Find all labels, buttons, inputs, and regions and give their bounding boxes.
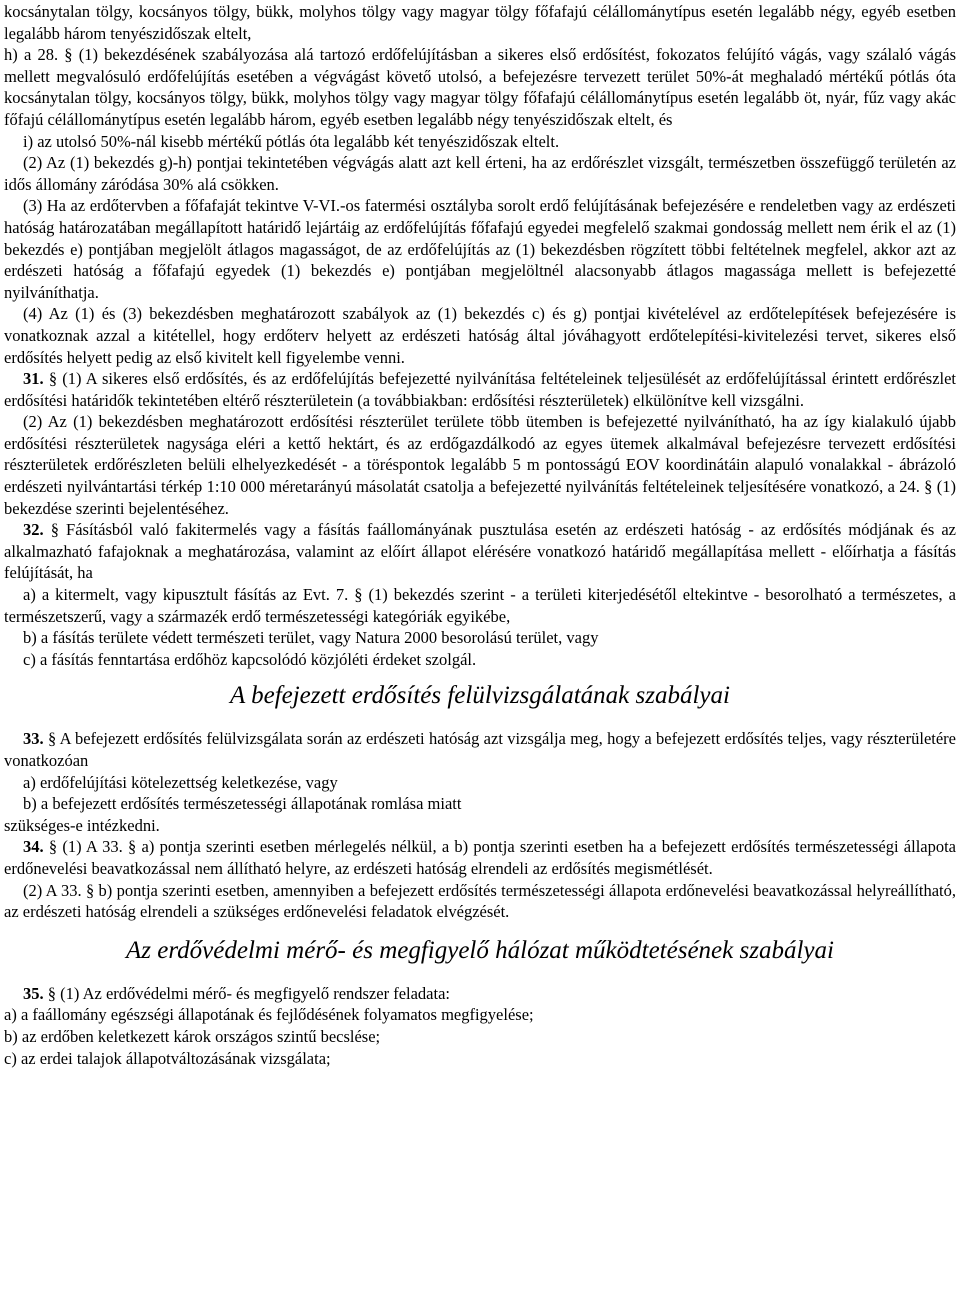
section-text: § (1) Az erdővédelmi mérő- és megfigyelő rendszer feladata:	[47, 983, 450, 1003]
section-number: 35.	[23, 983, 44, 1003]
section-35-point-c: c) az erdei talajok állapotváltozásának vizsgálata;	[4, 1048, 331, 1068]
section-number: 31.	[23, 369, 44, 389]
section-number: 33.	[23, 729, 44, 749]
section-31-paragraph-1	[4, 368, 956, 411]
section-33-point-b: b) a befejezett erdősítés természetességi állapotának romlása miatt	[23, 794, 462, 814]
section-33-tail: szükséges-e intézkedni.	[4, 815, 160, 835]
paragraph-30-2: (2) Az (1) bekezdés g)-h) pontjai tekintetében végvágás alatt azt kell érteni, ha az erdőrészlet vizsgált, természetben összefüggő területén az idős állomány záródása 30% alá csökken.	[4, 153, 956, 194]
section-32-point-c: c) a fásítás fenntartása erdőhöz kapcsolódó közjóléti érdeket szolgál.	[23, 649, 477, 669]
section-text: § (1) A sikeres első erdősítés, és az erdőfelújítás befejezetté nyilvánítása feltételeinek teljesülését az erdőfelújítással érintett erdőrészlet erdősítési határidők tekintetében eltérő részterületein (a továbbiakban: erdősítési részterületek) elkülönítve kell vizsgálni.	[4, 369, 957, 410]
paragraph-point-i: i) az utolsó 50%-nál kisebb mértékű pótlás óta legalább két tenyészidőszak eltelt.	[23, 131, 560, 151]
section-32-paragraph-1	[4, 519, 956, 584]
section-text: § A befejezett erdősítés felülvizsgálata során az erdészeti hatóság azt vizsgálja meg, hogy a befejezett erdősítés teljes, vagy részterületére vonatkozóan	[4, 729, 957, 770]
section-32-point-b: b) a fásítás területe védett természeti terület, vagy Natura 2000 besorolású terület, vagy	[23, 628, 599, 648]
paragraph-point-h: h) a 28. § (1) bekezdésének szabályozása alá tartozó erdőfelújításban a sikeres első erdősítést, fokozatos felújító vágás, vagy szálaló vágás mellett megvalósuló erdőfelújítás esetében a végvágást követő utolsó, a befejezésre tervezett terület 50%-át meghaladó mértékű pótlás óta kocsánytalan tölgy, kocsányos tölgy, bükk, molyhos tölgy vagy magyar tölgy főfafajú célállománytípus esetén legalább öt, nyár, fűz vagy akác főfajú célállománytípus esetén legalább három, egyéb esetben legalább négy tenyészidőszak eltelt, és	[4, 45, 956, 129]
section-35-point-a: a) a faállomány egészségi állapotának és fejlődésének folyamatos megfigyelése;	[4, 1005, 534, 1025]
paragraph-30-3: (3) Ha az erdőtervben a főfafaját tekintve V-VI.-os fatermési osztályba sorolt erdő felújításának befejezésére e rendeletben vagy az erdészeti hatóság határozatában megállapított határidő lejártáig az erdőfelújítás főfafajú egyedei megfelelő szakmai gondosság mellett nem érik el az (1) bekezdés e) pontjában megjelölt átlagos magasságot, de az erdőfelújítás az (1) bekezdésben rögzített többi feltételnek megfelel, akkor azt az erdészeti hatóság a főfafajú egyedek (1) bekezdés e) pontjában megjelöltnél alacsonyabb átlagos magassága mellett is befejezetté nyilváníthatja.	[4, 196, 956, 302]
section-33-point-a: a) erdőfelújítási kötelezettség keletkezése, vagy	[23, 772, 338, 792]
section-number: 32.	[23, 520, 44, 540]
section-34-paragraph-2: (2) A 33. § b) pontja szerinti esetben, amennyiben a befejezett erdősítés természetességi állapota erdőnevelési beavatkozással helyreállítható, az erdészeti hatóság elrendeli a szükséges erdőnevelési feladatok elvégzését.	[4, 880, 956, 922]
section-35-point-b: b) az erdőben keletkezett károk országos szintű becslése;	[4, 1026, 381, 1046]
section-text: § Fásításból való fakitermelés vagy a fásítás faállományának pusztulása esetén az erdészeti hatóság - az erdősítés módjának és az alkalmazható fafajoknak a meghatározása, valamint az előírt állapot elérésére vonatkozó határidő megállapítása mellett - előírhatja a fásítás felújítását, ha	[4, 520, 956, 583]
section-31-paragraph-2: (2) Az (1) bekezdésben meghatározott erdősítési részterület területe több ütemben is befejezetté nyilvánítható, ha az így kialakuló újabb erdősítési részterületek nagysága eléri a kettő hektárt, és az erdőgazdálkodó az egyes ütemek alkalmával befejezésre tervezett erdősítési részterületek erdőrészleten belüli elhelyezkedését - a töréspontok legalább 5 m pontosságú EOV koordinátáin alapuló vonalakkal - ábrázoló erdészeti nyilvántartási térkép 1:10 000 méretarányú másolatát csatolja a befejezetté nyilvánítás feltételeinek teljesítésére vonatkozó, a 24. § (1) bekezdése szerinti bejelentéséhez.	[4, 412, 956, 518]
section-heading: Az erdővédelmi mérő- és megfigyelő hálózat működtetésének szabályai	[126, 936, 834, 964]
section-32-point-a: a) a kitermelt, vagy kipusztult fásítás az Evt. 7. § (1) bekezdés szerint - a területi kiterjedésétől eltekintve - besorolható a természetes, a természetszerű, vagy a származék erdő természetességi kategóriák egyikébe,	[4, 585, 956, 626]
section-35-paragraph-1	[4, 983, 956, 1005]
paragraph-continuation: kocsánytalan tölgy, kocsányos tölgy, bükk, molyhos tölgy vagy magyar tölgy főfafajú célállománytípus esetén legalább négy, egyéb esetben legalább három tenyészidőszak eltelt,	[4, 2, 956, 43]
section-heading: A befejezett erdősítés felülvizsgálatának szabályai	[230, 682, 730, 710]
section-text: § (1) A 33. § a) pontja szerinti esetben mérlegelés nélkül, a b) pontja szerinti esetben ha a befejezett erdősítés természetességi állapota erdőnevelési beavatkozással nem állítható helyre, az erdészeti hatóság elrendeli az erdősítés megismétlését.	[4, 837, 957, 878]
section-number: 34.	[23, 837, 44, 857]
paragraph-30-4: (4) Az (1) és (3) bekezdésben meghatározott szabályok az (1) bekezdés c) és g) pontjai kivételével az erdőtelepítések befejezésére is vonatkoznak azzal a kitétellel, hogy erdőterv helyett az erdészeti hatóság által jóváhagyott erdőtelepítési-kivitelezési tervet, sikeres első erdősítés helyett pedig az első kivitelt kell figyelembe venni.	[4, 304, 956, 367]
section-33-paragraph-1	[4, 728, 956, 771]
section-34-paragraph-1	[4, 836, 956, 879]
